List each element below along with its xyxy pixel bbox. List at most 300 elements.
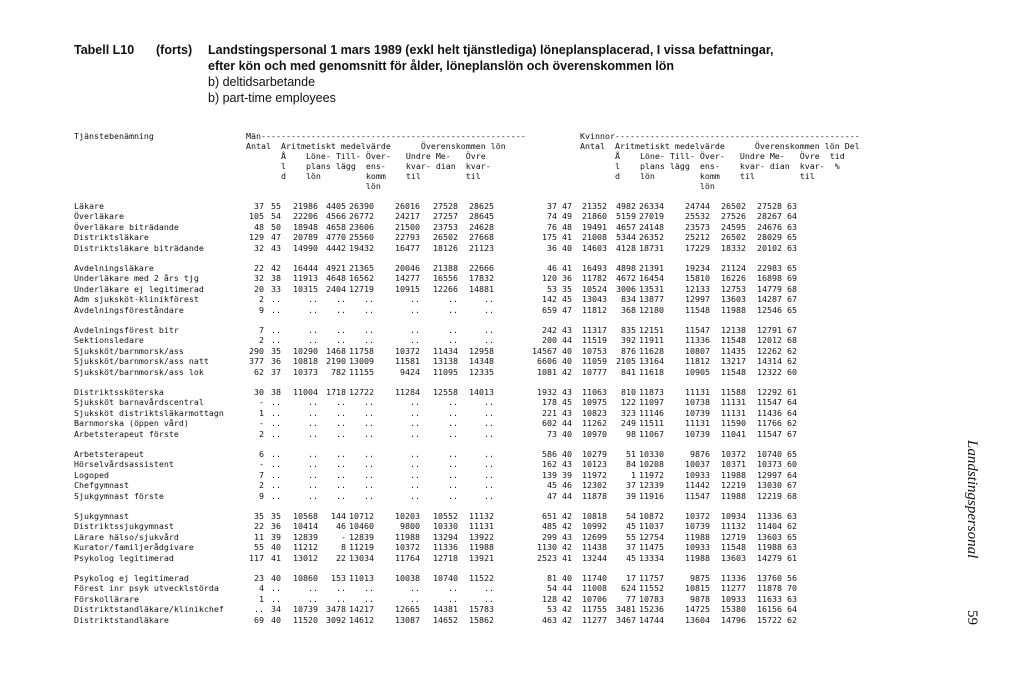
table-cell: 14612 [349, 614, 374, 625]
table-cell: 10552 [433, 511, 458, 521]
table-cell: 16898 [757, 273, 782, 284]
table-row [0, 211, 1024, 221]
table-cell: .. [364, 397, 374, 408]
table-cell: 4442 [326, 242, 346, 253]
table-cell: .. [271, 480, 281, 491]
table-cell: .. [484, 294, 494, 305]
row-label: Förest inr psyk utvecklstörda [74, 583, 219, 594]
table-cell: 69 [254, 614, 264, 625]
table-cell: 12266 [433, 283, 458, 294]
table-cell: 12699 [582, 531, 607, 542]
table-cell: .. [364, 304, 374, 315]
table-cell: .. [484, 325, 494, 335]
table-cell: 74 [547, 211, 557, 222]
table-cell: 11131 [721, 397, 746, 408]
table-cell: 15722 [757, 614, 782, 625]
table-cell: 11988 [685, 531, 710, 542]
table-cell: 62 [787, 345, 797, 356]
table-cell: .. [410, 294, 420, 305]
table-cell: - [259, 418, 264, 429]
table-cell: 11628 [639, 345, 664, 356]
table-cell: 21986 [293, 201, 318, 211]
table-cell: 11037 [639, 521, 664, 532]
page-number: 59 [964, 610, 980, 625]
table-cell: 2 [259, 335, 264, 346]
table-cell: 12180 [639, 304, 664, 315]
table-cell: 15862 [469, 614, 494, 625]
table-row [0, 356, 1024, 366]
table-cell: 13030 [757, 480, 782, 491]
table-cell: .. [410, 480, 420, 491]
table-cell: .. [271, 469, 281, 480]
table-cell: 11475 [639, 542, 664, 553]
table-cell: 13009 [349, 356, 374, 367]
table-cell: 13604 [685, 614, 710, 625]
table-cell: 65 [787, 531, 797, 542]
table-cell: 10818 [293, 356, 318, 367]
table-cell: 3092 [326, 614, 346, 625]
table-cell: 41 [271, 552, 281, 563]
table-cell: 221 [542, 407, 557, 418]
table-cell: 10373 [293, 366, 318, 377]
table-cell: 810 [621, 387, 636, 397]
table-cell: 42 [562, 511, 572, 521]
table-cell: 4566 [326, 211, 346, 222]
table-cell: 36 [547, 242, 557, 253]
table-cell: 35 [271, 511, 281, 521]
table-cell: 77 [626, 593, 636, 604]
row-label: Distriktsläkare [74, 232, 149, 243]
table-cell: 200 [542, 335, 557, 346]
table-cell: 67 [787, 325, 797, 335]
table-cell: 67 [787, 480, 797, 491]
table-cell: 11097 [639, 397, 664, 408]
table-cell: 27019 [639, 211, 664, 222]
table-cell: .. [271, 593, 281, 604]
table-row [0, 397, 1024, 407]
table-cell: .. [484, 490, 494, 501]
table-cell: 21123 [469, 242, 494, 253]
table-cell: .. [271, 397, 281, 408]
table-cell: 13922 [469, 531, 494, 542]
table-cell: .. [336, 480, 346, 491]
table-cell: 13138 [433, 356, 458, 367]
table-cell: 1081 [537, 366, 557, 377]
table-cell: 35 [271, 345, 281, 356]
table-cell: 12791 [757, 325, 782, 335]
table-cell: - [259, 459, 264, 470]
table-cell: 25532 [685, 211, 710, 222]
table-cell: 84 [626, 459, 636, 470]
table-cell: 23753 [433, 221, 458, 232]
table-cell: 27528 [433, 201, 458, 211]
table-cell: 24628 [469, 221, 494, 232]
table-cell: 9 [259, 490, 264, 501]
table-cell: 834 [621, 294, 636, 305]
table-cell: 12558 [433, 387, 458, 397]
table-cell: .. [271, 490, 281, 501]
table-cell: 46 [547, 263, 557, 273]
table-cell: 10371 [721, 459, 746, 470]
table-cell: .. [336, 304, 346, 315]
table-cell: 2105 [616, 356, 636, 367]
table-cell: 13034 [349, 552, 374, 563]
table-cell: 43 [562, 325, 572, 335]
table-cell: 35 [562, 283, 572, 294]
table-cell: .. [410, 397, 420, 408]
table-cell: .. [271, 583, 281, 594]
table-cell: 11547 [757, 397, 782, 408]
table-cell: 392 [621, 335, 636, 346]
table-cell: .. [271, 294, 281, 305]
table-cell: 22983 [757, 263, 782, 273]
table-cell: 11 [254, 531, 264, 542]
table-id: Tabell L10 [74, 43, 135, 57]
table-cell: 4 [259, 583, 264, 594]
table-row [0, 491, 1024, 501]
table-cell: 13012 [293, 552, 318, 563]
row-label: Kurator/familjerådgivare [74, 542, 194, 553]
table-cell: 42 [562, 604, 572, 615]
table-cell: .. [308, 304, 318, 315]
row-label: Logoped [74, 469, 109, 480]
table-cell: 68 [787, 490, 797, 501]
table-cell: .. [308, 480, 318, 491]
table-cell: 1 [259, 593, 264, 604]
table-cell: 12151 [639, 325, 664, 335]
table-cell: 26502 [721, 232, 746, 243]
table-cell: 1 [631, 469, 636, 480]
table-cell: 42 [271, 263, 281, 273]
table-cell: 43 [562, 387, 572, 397]
table-cell: 139 [542, 469, 557, 480]
table-cell: 175 [542, 232, 557, 243]
table-row [0, 335, 1024, 345]
table-cell: .. [308, 583, 318, 594]
table-cell: .. [448, 407, 458, 418]
row-label: Adm sjuksköt-klinikförest [74, 294, 199, 305]
row-label: Sjuksköt/barnmorsk/ass [74, 345, 184, 356]
table-cell: 18731 [639, 242, 664, 253]
table-cell: 81 [547, 573, 557, 583]
table-cell: 11131 [685, 387, 710, 397]
row-label: Psykolog legitimerad [74, 552, 174, 563]
table-cell: 38 [271, 273, 281, 284]
table-cell: 20102 [757, 242, 782, 253]
table-cell: 11284 [395, 387, 420, 397]
table-cell: 10372 [395, 345, 420, 356]
col-row6-men: lön [246, 181, 381, 191]
table-cell: 16562 [349, 273, 374, 284]
table-cell: 16226 [721, 273, 746, 284]
table-cell: 45 [562, 294, 572, 305]
table-cell: 16454 [639, 273, 664, 284]
table-cell: 98 [626, 428, 636, 439]
table-cell: 33 [271, 283, 281, 294]
table-cell: 28029 [757, 232, 782, 243]
row-label: Förskollärare [74, 593, 139, 604]
table-cell: 782 [331, 366, 346, 377]
table-row [0, 480, 1024, 490]
table-row [0, 604, 1024, 614]
table-cell: 18948 [293, 221, 318, 232]
row-label: Sjukgymnast förste [74, 490, 164, 501]
table-cell: 10330 [433, 521, 458, 532]
table-cell: 10739 [685, 521, 710, 532]
table-cell: .. [308, 428, 318, 439]
table-cell: 17 [626, 573, 636, 583]
table-cell: 45 [547, 480, 557, 491]
table-cell: .. [484, 335, 494, 346]
table-cell: 9800 [400, 521, 420, 532]
table-cell: 26016 [395, 201, 420, 211]
table-cell: 12262 [757, 345, 782, 356]
table-cell: 45 [626, 521, 636, 532]
table-cell: .. [410, 449, 420, 459]
table-cell: 21365 [349, 263, 374, 273]
table-cell: 10568 [293, 511, 318, 521]
table-cell: 42 [562, 366, 572, 377]
table-cell: 10783 [639, 593, 664, 604]
table-cell: 178 [542, 397, 557, 408]
table-cell: 10905 [685, 366, 710, 377]
table-cell: .. [410, 407, 420, 418]
table-cell: .. [308, 469, 318, 480]
table-row [0, 284, 1024, 294]
table-cell: 27528 [757, 201, 782, 211]
table-cell: 37 [271, 366, 281, 377]
table-row [0, 325, 1024, 335]
table-cell: 50 [271, 221, 281, 232]
table-cell: 10738 [685, 397, 710, 408]
table-cell: 62 [787, 418, 797, 429]
table-cell: 23606 [349, 221, 374, 232]
table-cell: 11988 [721, 469, 746, 480]
table-cell: 11336 [757, 511, 782, 521]
row-label: Sjuksköt distriktsläkarmottagn [74, 407, 224, 418]
table-cell: 44 [562, 335, 572, 346]
table-cell: 11336 [685, 335, 710, 346]
table-cell: .. [410, 335, 420, 346]
table-cell: 15783 [469, 604, 494, 615]
table-row [0, 294, 1024, 304]
table-cell: 53 [547, 283, 557, 294]
table-cell: 290 [249, 345, 264, 356]
table-cell: 5344 [616, 232, 636, 243]
table-cell: 14603 [582, 242, 607, 253]
table-cell: 63 [787, 242, 797, 253]
table-cell: 5159 [616, 211, 636, 222]
table-cell: 10975 [582, 397, 607, 408]
table-cell: 19432 [349, 242, 374, 253]
table-cell: .. [336, 418, 346, 429]
table-cell: 63 [787, 542, 797, 553]
table-cell: 117 [249, 552, 264, 563]
table-row [0, 521, 1024, 531]
table-cell: 11131 [469, 521, 494, 532]
table-cell: 40 [562, 356, 572, 367]
col-row6-women: lön [580, 181, 715, 191]
table-cell: .. [484, 407, 494, 418]
table-cell: 14217 [349, 604, 374, 615]
table-cell: 10807 [685, 345, 710, 356]
table-cell: .. [448, 304, 458, 315]
table-cell: 9878 [690, 593, 710, 604]
table-cell: 13921 [469, 552, 494, 563]
table-cell: 53 [547, 604, 557, 615]
table-cell: 10706 [582, 593, 607, 604]
table-cell: 13603 [757, 531, 782, 542]
row-label: Överläkare [74, 211, 124, 222]
table-cell: 22206 [293, 211, 318, 222]
table-cell: 4128 [616, 242, 636, 253]
table-cell: 22 [336, 552, 346, 563]
table-cell: .. [271, 418, 281, 429]
table-cell: 23 [254, 573, 264, 583]
row-label: Distriktssköterska [74, 387, 164, 397]
table-cell: .. [271, 335, 281, 346]
table-cell: .. [336, 593, 346, 604]
table-cell: 45 [626, 552, 636, 563]
table-cell: .. [410, 583, 420, 594]
table-cell: 34 [271, 604, 281, 615]
table-cell: 60 [787, 459, 797, 470]
row-label: Distriktsläkare biträdande [74, 242, 204, 253]
table-cell: 49 [562, 211, 572, 222]
table-cell: 51 [626, 449, 636, 459]
table-cell: .. [336, 449, 346, 459]
table-cell: 20 [254, 283, 264, 294]
table-cell: 11146 [639, 407, 664, 418]
table-cell: 13760 [757, 573, 782, 583]
table-cell: .. [484, 304, 494, 315]
table-cell: 11812 [582, 304, 607, 315]
table-cell: .. [336, 490, 346, 501]
row-label: Läkare [74, 201, 104, 211]
table-cell: .. [448, 459, 458, 470]
table-row [0, 232, 1024, 242]
table-cell: .. [410, 593, 420, 604]
table-cell: .. [448, 418, 458, 429]
row-label: Barnmorska (öppen vård) [74, 418, 189, 429]
table-cell: 11548 [685, 304, 710, 315]
table-cell: 22 [254, 521, 264, 532]
row-label: Arbetsterapeut förste [74, 428, 179, 439]
table-cell: 12997 [685, 294, 710, 305]
table-cell: 44 [562, 490, 572, 501]
table-cell: 20789 [293, 232, 318, 243]
table-cell: 68 [787, 335, 797, 346]
table-row [0, 418, 1024, 428]
table-cell: 659 [542, 304, 557, 315]
table-cell: 1130 [537, 542, 557, 553]
table-cell: 10315 [293, 283, 318, 294]
table-cell: 41 [562, 232, 572, 243]
table-cell: 14277 [395, 273, 420, 284]
col-row4-men: l plans lägg ens- kvar- dian kvar- [246, 161, 491, 171]
table-cell: 26772 [349, 211, 374, 222]
table-cell: 40 [562, 345, 572, 356]
table-cell: .. [364, 490, 374, 501]
table-cell: 26352 [639, 232, 664, 243]
row-label: Chefgymnast [74, 480, 129, 491]
table-cell: .. [364, 428, 374, 439]
table-cell: 11004 [293, 387, 318, 397]
table-cell: 11438 [582, 542, 607, 553]
table-cell: .. [308, 325, 318, 335]
table-cell: 42 [562, 593, 572, 604]
table-cell: .. [336, 469, 346, 480]
table-row [0, 367, 1024, 377]
table-cell: 12754 [639, 531, 664, 542]
table-cell: 37 [626, 542, 636, 553]
table-row [0, 273, 1024, 283]
table-cell: 14314 [757, 356, 782, 367]
table-cell: 47 [562, 304, 572, 315]
table-cell: 55 [271, 201, 281, 211]
table-cell: 36 [271, 521, 281, 532]
table-cell: 11548 [721, 366, 746, 377]
table-cell: .. [410, 469, 420, 480]
table-cell: 14881 [469, 283, 494, 294]
table-cell: 11916 [639, 490, 664, 501]
table-row [0, 511, 1024, 521]
table-cell: 11590 [721, 418, 746, 429]
table-cell: 54 [626, 511, 636, 521]
table-cell: 10290 [293, 345, 318, 356]
col-row5-women: d lön komm til til [580, 171, 815, 181]
table-row [0, 532, 1024, 542]
table-cell: 27668 [469, 232, 494, 243]
row-label: Underläkare ej legitimerad [74, 283, 204, 294]
table-cell: 43 [562, 407, 572, 418]
col-title: Tjänstebenämning [74, 131, 154, 141]
table-cell: 10860 [293, 573, 318, 583]
table-cell: .. [364, 449, 374, 459]
table-cell: 11095 [433, 366, 458, 377]
table-cell: 14348 [469, 356, 494, 367]
table-cell: 10123 [582, 459, 607, 470]
table-cell: 24148 [639, 221, 664, 232]
table-cell: .. [448, 469, 458, 480]
table-cell: 14725 [685, 604, 710, 615]
table-cell: 10740 [757, 449, 782, 459]
table-cell: 4657 [616, 221, 636, 232]
table-cell: 11758 [349, 345, 374, 356]
table-cell: 41 [562, 552, 572, 563]
col-row2-women: Antal Aritmetiskt medelvärde Överenskommen lön Del [580, 141, 860, 151]
row-label: Sjuksköt/barnmorsk/ass natt [74, 356, 209, 367]
table-cell: 11878 [582, 490, 607, 501]
table-cell: .. [271, 449, 281, 459]
table-cell: 44 [562, 418, 572, 429]
table-cell: 11988 [685, 552, 710, 563]
table-cell: .. [271, 407, 281, 418]
table-row [0, 222, 1024, 232]
table-cell: 624 [621, 583, 636, 594]
table-cell: 26390 [349, 201, 374, 211]
table-cell: 16493 [582, 263, 607, 273]
table-cell: 22 [254, 263, 264, 273]
table-cell: 11764 [395, 552, 420, 563]
table-cell: 11317 [582, 325, 607, 335]
table-cell: 27257 [433, 211, 458, 222]
table-cell: .. [410, 304, 420, 315]
table-cell: 36 [271, 356, 281, 367]
table-cell: 14779 [757, 283, 782, 294]
table-cell: 242 [542, 325, 557, 335]
table-cell: 299 [542, 531, 557, 542]
